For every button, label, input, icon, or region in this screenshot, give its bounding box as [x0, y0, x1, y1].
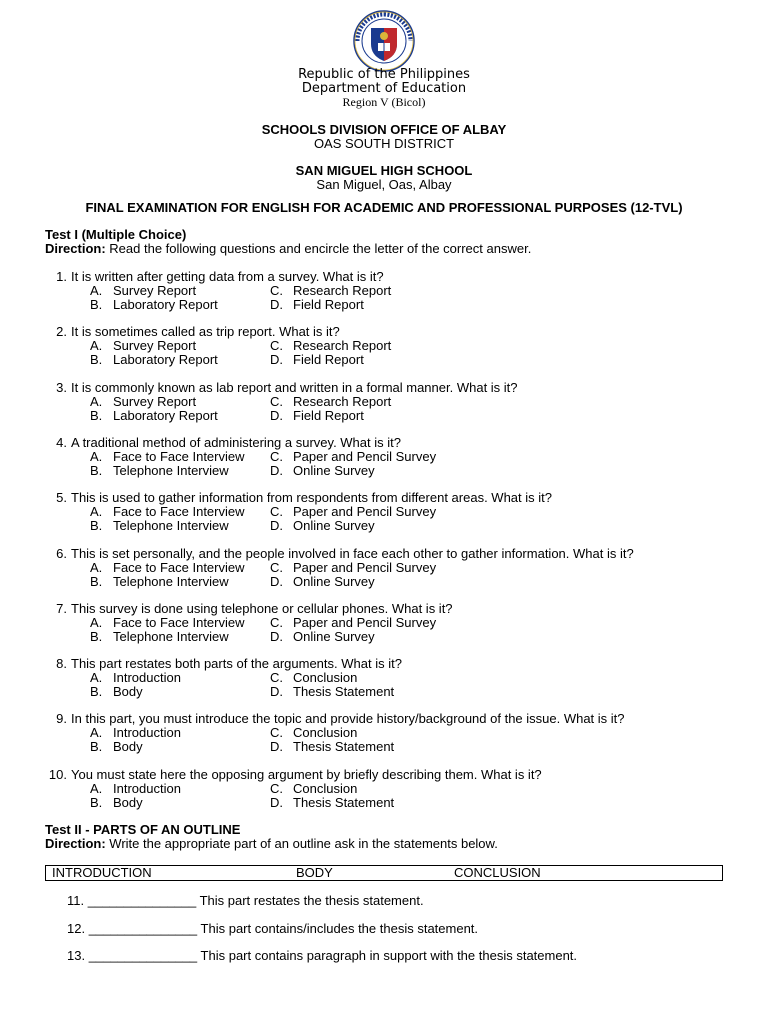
choice-letter: D. [270, 739, 283, 754]
choice-text: Thesis Statement [293, 684, 395, 699]
choice-text: Field Report [293, 352, 364, 367]
choice-text: Online Survey [293, 518, 375, 533]
choice-letter: D. [270, 684, 283, 699]
choice-letter: B. [90, 518, 103, 533]
choice-text: Telephone Interview [113, 629, 229, 644]
choice-letter: C. [270, 449, 283, 464]
question-number: 1. [56, 269, 67, 284]
choice-text: Paper and Pencil Survey [293, 615, 437, 630]
choice-text: Survey Report [113, 283, 197, 298]
choice-letter: D. [270, 795, 283, 810]
header-district: OAS SOUTH DISTRICT [313, 136, 455, 151]
item-number: 12. [67, 921, 86, 936]
choice-letter: C. [270, 781, 283, 796]
choice-letter: C. [270, 725, 283, 740]
question-number: 3. [56, 380, 67, 395]
choice-text: Conclusion [293, 725, 358, 740]
test1-direction: Direction: Read the following questions and encircle the letter of the correct answer. [45, 241, 532, 256]
choice-text: Face to Face Interview [113, 504, 245, 519]
item-number: 11. [67, 893, 85, 908]
header-division: SCHOOLS DIVISION OFFICE OF ALBAY [261, 122, 507, 137]
outline-item-12 [67, 922, 478, 936]
choice-text: Introduction [113, 670, 181, 685]
table-cell-body: BODY [296, 865, 333, 880]
choice-text: Laboratory Report [113, 352, 218, 367]
deped-seal-logo [353, 10, 415, 72]
choice-text: Conclusion [293, 781, 358, 796]
choice-letter: C. [270, 615, 283, 630]
item-text: This part contains paragraph in support with the thesis statement. [200, 948, 578, 963]
choice-text: Conclusion [293, 670, 358, 685]
question-number: 9. [56, 711, 67, 726]
choice-letter: B. [90, 352, 103, 367]
choice-text: Online Survey [293, 463, 375, 478]
choice-letter: B. [90, 408, 103, 423]
question-text: In this part, you must introduce the topic and provide history/background of the issue. What is it? [71, 711, 625, 726]
choice-letter: B. [90, 297, 103, 312]
choice-letter: B. [90, 574, 103, 589]
choice-text: Paper and Pencil Survey [293, 504, 437, 519]
question-number: 7. [56, 601, 67, 616]
header-country: Republic of the Philippines [298, 67, 470, 82]
choice-letter: C. [270, 670, 283, 685]
table-cell-introduction: INTRODUCTION [52, 865, 152, 880]
choice-letter: D. [270, 629, 283, 644]
header-address: San Miguel, Oas, Albay [316, 177, 452, 192]
choice-text: Field Report [293, 408, 364, 423]
choice-letter: D. [270, 463, 283, 478]
choice-letter: C. [270, 394, 283, 409]
choice-text: Paper and Pencil Survey [293, 449, 437, 464]
choice-letter: D. [270, 518, 283, 533]
choice-text: Telephone Interview [113, 463, 229, 478]
choice-text: Research Report [293, 394, 392, 409]
item-text: This part restates the thesis statement. [199, 893, 424, 908]
choice-letter: A. [90, 394, 103, 409]
answer-blank[interactable]: _______________ [88, 948, 198, 963]
choice-letter: C. [270, 504, 283, 519]
choice-letter: B. [90, 629, 103, 644]
choice-letter: B. [90, 795, 103, 810]
choice-text: Survey Report [113, 394, 197, 409]
choice-text: Body [113, 739, 143, 754]
outline-item-11 [67, 894, 424, 908]
choice-text: Telephone Interview [113, 574, 229, 589]
choice-letter: B. [90, 739, 103, 754]
table-cell-conclusion: CONCLUSION [454, 865, 541, 880]
question-text: It is commonly known as lab report and written in a formal manner. What is it? [71, 380, 518, 395]
item-text: This part contains/includes the thesis statement. [200, 921, 479, 936]
choice-text: Face to Face Interview [113, 615, 245, 630]
choice-letter: C. [270, 283, 283, 298]
choice-letter: B. [90, 463, 103, 478]
question-number: 10. [48, 767, 67, 782]
exam-title: FINAL EXAMINATION FOR ENGLISH FOR ACADEMIC AND PROFESSIONAL PURPOSES (12-TVL) [85, 200, 683, 215]
choice-text: Field Report [293, 297, 364, 312]
question-number: 6. [56, 546, 67, 561]
question-number: 8. [56, 656, 67, 671]
question-text: This is used to gather information from respondents from different areas. What is it? [71, 490, 552, 505]
choice-letter: A. [90, 504, 103, 519]
header-department: Department of Education [301, 81, 467, 96]
choice-letter: C. [270, 338, 283, 353]
choice-text: Research Report [293, 338, 392, 353]
outline-parts-table [45, 865, 723, 881]
choice-letter: A. [90, 338, 103, 353]
choice-letter: A. [90, 725, 103, 740]
choice-letter: D. [270, 574, 283, 589]
choice-letter: A. [90, 560, 103, 575]
question-text: A traditional method of administering a survey. What is it? [71, 435, 401, 450]
choice-letter: A. [90, 449, 103, 464]
choice-text: Survey Report [113, 338, 197, 353]
choice-text: Introduction [113, 781, 181, 796]
header-school: SAN MIGUEL HIGH SCHOOL [295, 163, 473, 178]
choice-letter: D. [270, 408, 283, 423]
choice-text: Paper and Pencil Survey [293, 560, 437, 575]
choice-text: Face to Face Interview [113, 449, 245, 464]
outline-item-13 [67, 949, 577, 963]
choice-text: Telephone Interview [113, 518, 229, 533]
choice-text: Laboratory Report [113, 297, 218, 312]
question-number: 2. [56, 324, 67, 339]
choice-text: Online Survey [293, 629, 375, 644]
choice-letter: D. [270, 352, 283, 367]
choice-letter: A. [90, 283, 103, 298]
answer-blank[interactable]: _______________ [88, 921, 198, 936]
question-number: 5. [56, 490, 67, 505]
question-text: You must state here the opposing argument by briefly describing them. What is it? [71, 767, 542, 782]
choice-text: Thesis Statement [293, 795, 395, 810]
test1-title: Test I (Multiple Choice) [45, 227, 187, 242]
choice-text: Laboratory Report [113, 408, 218, 423]
test2-direction: Direction: Write the appropriate part of an outline ask in the statements below. [45, 836, 498, 851]
choice-text: Online Survey [293, 574, 375, 589]
choice-text: Introduction [113, 725, 181, 740]
choice-letter: B. [90, 684, 103, 699]
choice-text: Face to Face Interview [113, 560, 245, 575]
choice-letter: A. [90, 615, 103, 630]
question-text: This is set personally, and the people involved in face each other to gather information. What is it? [71, 546, 634, 561]
answer-blank[interactable]: _______________ [87, 893, 197, 908]
test2-title: Test II - PARTS OF AN OUTLINE [45, 822, 241, 837]
question-text: This survey is done using telephone or cellular phones. What is it? [71, 601, 453, 616]
question-text: This part restates both parts of the arguments. What is it? [71, 656, 402, 671]
choice-letter: C. [270, 560, 283, 575]
choice-letter: A. [90, 781, 103, 796]
header-region: Region V (Bicol) [342, 95, 426, 109]
choice-text: Research Report [293, 283, 392, 298]
choice-text: Body [113, 795, 143, 810]
choice-text: Body [113, 684, 143, 699]
choice-text: Thesis Statement [293, 739, 395, 754]
choice-letter: A. [90, 670, 103, 685]
question-number: 4. [56, 435, 67, 450]
choice-letter: D. [270, 297, 283, 312]
question-text: It is sometimes called as trip report. What is it? [71, 324, 340, 339]
question-text: It is written after getting data from a survey. What is it? [71, 269, 384, 284]
item-number: 13. [67, 948, 86, 963]
